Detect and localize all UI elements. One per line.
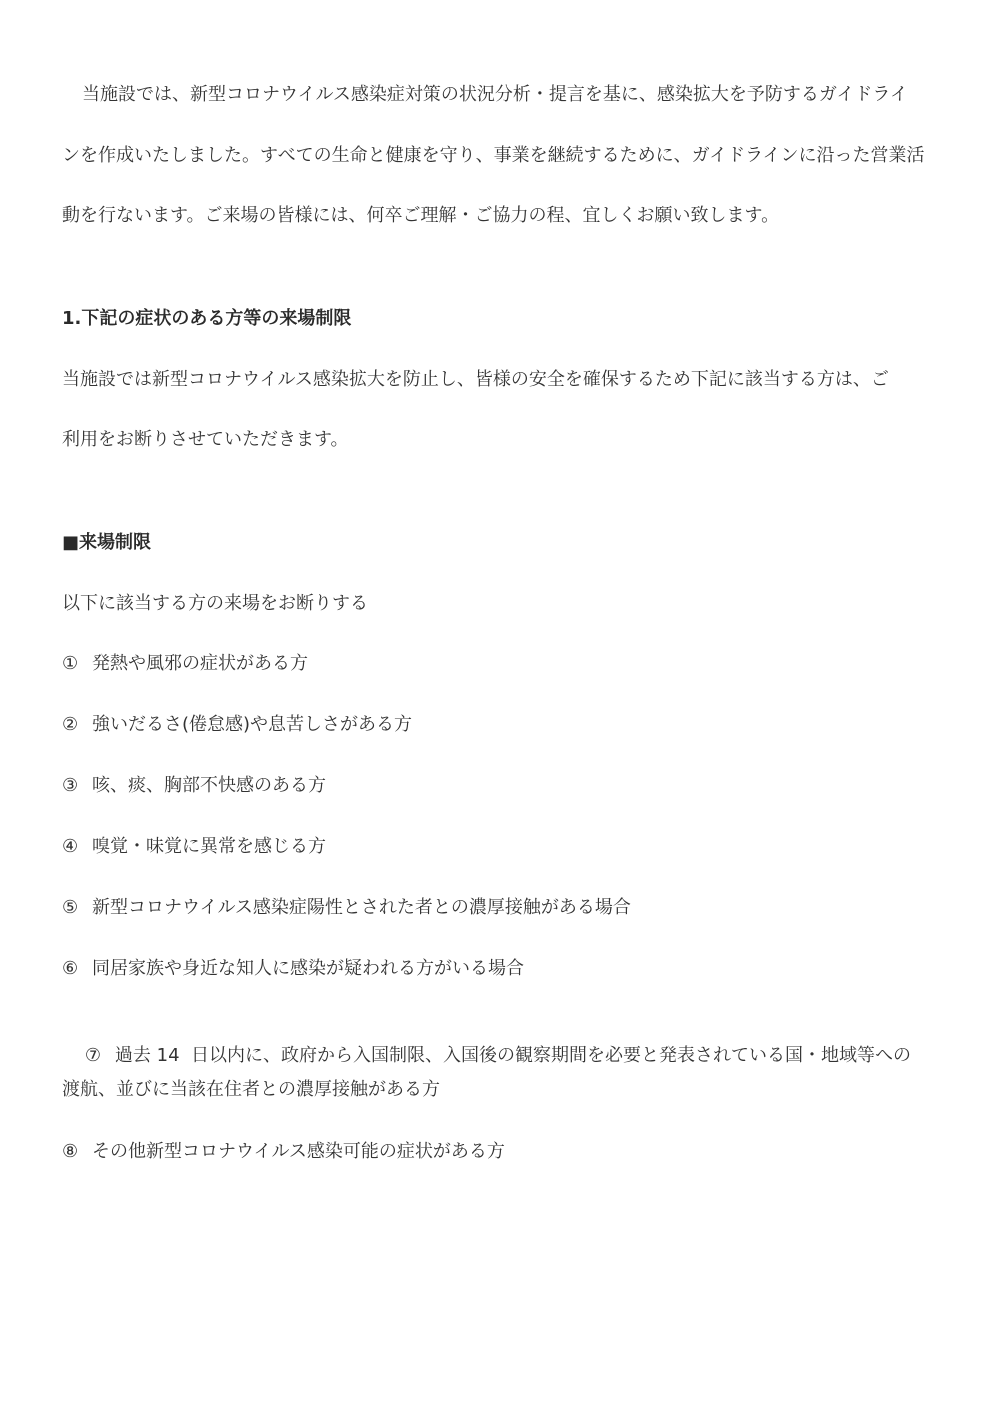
- list-item-text: 発熱や風邪の症状がある方: [92, 653, 308, 674]
- list-item: [62, 834, 326, 860]
- section-1-line-1: 当施設では新型コロナウイルス感染拡大を防止し、皆様の安全を確保するため下記に該当する方は、ご: [62, 369, 889, 390]
- list-item-number: ⑧: [62, 1141, 79, 1162]
- restriction-heading: ■来場制限: [62, 532, 152, 553]
- list-item-text: その他新型コロナウイルス感染可能の症状がある方: [92, 1141, 505, 1162]
- intro-line-3: 動を行ないます。ご来場の皆様には、何卒ご理解・ご協力の程、宜しくお願い致します。: [62, 205, 780, 226]
- section-1-line-2: 利用をお断りさせていただきます。: [62, 429, 349, 450]
- list-item: [62, 895, 631, 921]
- list-item-text: 同居家族や身近な知人に感染が疑われる方がいる場合: [92, 958, 524, 979]
- list-item: [62, 712, 412, 738]
- intro-line-2: ンを作成いたしました。すべての生命と健康を守り、事業を継続するために、ガイドラインに沿った営業活: [62, 145, 925, 166]
- list-item-text: 嗅覚・味覚に異常を感じる方: [92, 836, 326, 857]
- restriction-lead: 以下に該当する方の来場をお断りする: [62, 593, 368, 614]
- list-item-text: 強いだるさ(倦怠感)や息苦しさがある方: [92, 714, 413, 735]
- list-item-number: ④: [62, 836, 79, 857]
- list-item: [62, 956, 524, 982]
- list-item-text: 咳、痰、胸部不快感のある方: [92, 775, 326, 796]
- list-item-text: 新型コロナウイルス感染症陽性とされた者との濃厚接触がある場合: [92, 897, 631, 918]
- list-item-number: ①: [62, 653, 79, 674]
- intro-line-1: 当施設では、新型コロナウイルス感染症対策の状況分析・提言を基に、感染拡大を予防するガイドライ: [82, 84, 908, 105]
- list-item: [62, 773, 326, 799]
- list-item-number: ⑦: [84, 1045, 102, 1066]
- section-1-heading: 1.下記の症状のある方等の来場制限: [62, 308, 352, 329]
- list-item-number: ⑤: [62, 897, 79, 918]
- list-item-continuation: 渡航、並びに当該在住者との濃厚接触がある方: [62, 1079, 440, 1100]
- list-item-number: ⑥: [62, 958, 79, 979]
- list-item-number: ②: [62, 714, 79, 735]
- list-item-text: 過去 14 日以内に、政府から入国制限、入国後の観察期間を必要と発表されている国・地域等への: [114, 1045, 911, 1066]
- list-item: [62, 1139, 505, 1165]
- list-item-number: ③: [62, 775, 79, 796]
- list-item: [62, 651, 308, 677]
